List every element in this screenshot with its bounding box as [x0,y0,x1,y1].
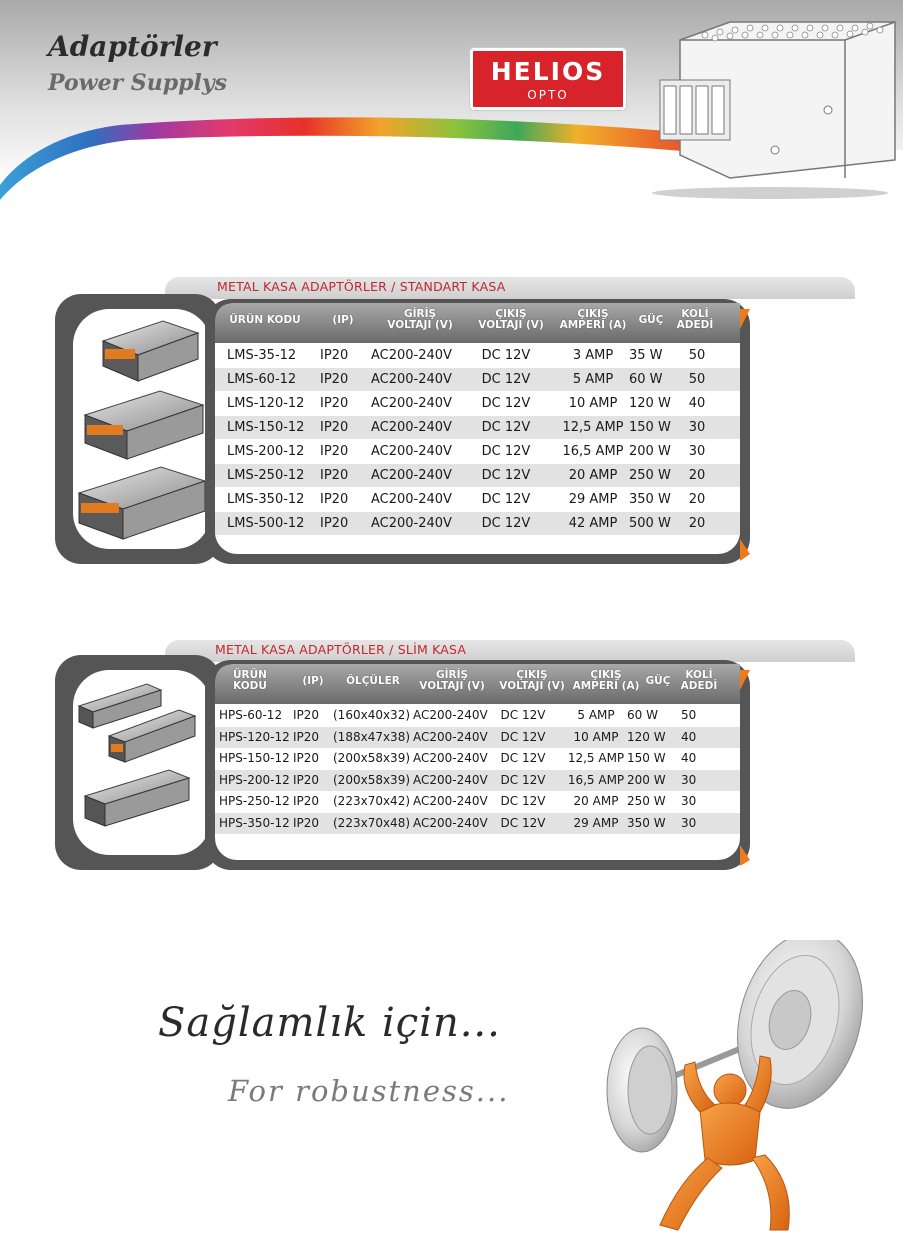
table-row [215,813,740,834]
table-cell: (200x58x39) [333,772,411,787]
table-cell: 40 [681,751,697,765]
table-cell: 20 [688,492,706,507]
standard-column-header [633,315,669,326]
slim-column-header-line: AMPERİ (A) [572,680,640,692]
table-cell: DC 12V [500,708,546,722]
table-cell: IP20 [293,708,320,722]
table-cell: AC200-240V [413,708,488,722]
table-row [215,440,740,463]
table-cell: DC 12V [500,729,546,744]
table-cell: AC200-240V [371,348,452,363]
slim-column-header [493,670,571,692]
table-row [215,368,740,391]
table-cell: DC 12V [481,348,531,363]
standard-title: METAL KASA ADAPTÖRLER / STANDART KASA [217,279,506,294]
slim-product-image [73,670,211,855]
table-cell: 29 AMP [573,815,619,830]
standard-column-header-line: GİRİŞ [403,308,437,320]
standard-column-header-line: (IP) [332,314,354,326]
table-cell: 250 W [627,794,666,808]
table-cell: 20 [688,468,706,483]
table-cell: LMS-350-12 [227,492,305,507]
slim-column-header [411,670,493,692]
table-cell: 30 [681,772,697,787]
orange-accent [740,299,770,564]
slim-column-header [675,670,723,692]
table-cell: DC 12V [500,751,546,765]
table-cell: IP20 [320,348,349,363]
table-cell: 500 W [629,516,671,531]
table-cell: 50 [688,372,706,387]
slim-column-header-line: ADEDİ [680,680,718,692]
table-cell: IP20 [293,772,320,787]
slim-column-header [343,676,403,687]
table-cell: DC 12V [481,444,531,459]
table-cell: AC200-240V [413,751,488,765]
table-cell: HPS-250-12 [219,794,290,808]
table-cell: 50 [688,348,706,363]
standard-column-header-line: ÇIKIŞ [577,308,609,320]
table-cell: 250 W [629,468,671,483]
slim-table-header [215,664,740,704]
standard-column-header-line: VOLTAJI (V) [387,319,453,331]
power-supply-drawing [650,0,903,200]
table-cell: LMS-60-12 [227,372,297,387]
standard-column-header [670,309,720,331]
table-cell: 200 W [627,772,666,787]
table-row [215,770,740,791]
table-cell: AC200-240V [413,794,488,808]
table-row [215,488,740,511]
standard-product-image [73,309,211,549]
table-cell: 12,5 AMP [562,420,624,435]
table-cell: 30 [681,794,697,808]
slim-column-header [640,676,676,687]
table-cell: DC 12V [481,420,531,435]
table-cell: 120 W [627,729,666,744]
slim-column-header-line: VOLTAJI (V) [419,680,485,692]
slim-column-header-line: GÜÇ [645,675,671,687]
page-subtitle: Power Supplys [48,70,227,96]
table-cell: HPS-350-12 [219,815,290,830]
table-cell: AC200-240V [371,468,452,483]
slim-column-header-line: KOLİ [685,669,713,681]
slim-table-frame [205,660,750,870]
table-cell: DC 12V [481,468,531,483]
table-cell: DC 12V [481,492,531,507]
table-cell: DC 12V [500,772,546,787]
table-cell: DC 12V [500,815,546,830]
table-cell: 29 AMP [568,492,618,507]
table-cell: 20 AMP [573,794,619,808]
slim-column-header-line: ÜRÜN [233,669,267,681]
standard-column-header-line: GÜÇ [638,314,664,326]
table-cell: (223x70x48) [333,815,411,830]
table-cell: AC200-240V [371,516,452,531]
table-cell: 350 W [629,492,671,507]
table-cell: AC200-240V [371,372,452,387]
slim-column-header-line: ÇIKIŞ [590,669,622,681]
table-cell: HPS-120-12 [219,729,290,744]
logo-subtext: OPTO [527,88,569,102]
slim-column-header-line: (IP) [302,675,324,687]
table-cell: 20 AMP [568,468,618,483]
standard-table-header [215,303,740,343]
table-cell: 3 AMP [572,348,614,363]
table-cell: LMS-35-12 [227,348,297,363]
table-cell: 30 [688,444,706,459]
standard-column-header-line: ÇIKIŞ [495,308,527,320]
table-cell: 40 [681,729,697,744]
table-cell: AC200-240V [371,444,452,459]
helios-logo [470,48,626,110]
table-row [215,727,740,748]
table-row [215,748,740,769]
table-cell: 150 W [629,420,671,435]
slim-case-panel [55,640,755,875]
standard-column-header [553,309,633,331]
table-cell: DC 12V [481,516,531,531]
table-row [215,344,740,367]
standard-product-image-frame [55,294,221,564]
slim-column-header-line: ÖLÇÜLER [346,675,400,687]
standard-column-header-line: VOLTAJI (V) [478,319,544,331]
standard-case-panel [55,277,755,572]
standard-table-body [215,343,740,554]
slim-column-header-line: VOLTAJI (V) [499,680,565,692]
table-cell: 10 AMP [568,396,618,411]
slim-column-header-line: GİRİŞ [435,669,469,681]
table-cell: 10 AMP [573,729,619,744]
table-cell: 60 W [627,708,658,722]
orange-accent [740,660,770,870]
page-title: Adaptörler [48,30,217,63]
table-cell: IP20 [293,794,320,808]
page-header [0,0,903,200]
table-cell: 5 AMP [577,708,615,722]
standard-column-header-line: ADEDİ [676,319,714,331]
slim-column-header [567,670,645,692]
weightlifter-illustration [600,940,880,1240]
table-row [215,392,740,415]
table-cell: IP20 [293,815,320,830]
table-cell: LMS-500-12 [227,516,305,531]
table-cell: (188x47x38) [333,729,411,744]
table-cell: HPS-150-12 [219,751,290,765]
table-cell: IP20 [293,729,320,744]
table-cell: 120 W [629,396,671,411]
standard-column-header-line: ÜRÜN KODU [229,314,301,326]
table-cell: DC 12V [500,794,546,808]
table-cell: 16,5 AMP [562,444,624,459]
table-cell: 200 W [629,444,671,459]
slim-table-body [215,704,740,860]
table-cell: 42 AMP [568,516,618,531]
table-cell: AC200-240V [413,815,488,830]
table-cell: 50 [681,708,697,722]
table-cell: HPS-60-12 [219,708,283,722]
slim-psu-photos [73,670,211,855]
table-cell: IP20 [293,751,320,765]
slim-column-header [293,676,333,687]
standard-column-header [225,315,305,326]
table-cell: IP20 [320,420,349,435]
table-cell: 20 [688,516,706,531]
logo-text: HELIOS [490,57,606,86]
slim-column-header-line: ÇIKIŞ [516,669,548,681]
slim-column-header-line: KODU [233,680,267,692]
table-cell: AC200-240V [371,396,452,411]
slim-title: METAL KASA ADAPTÖRLER / SLİM KASA [215,642,467,657]
table-row [215,512,740,535]
table-row [215,416,740,439]
table-cell: 150 W [627,751,666,765]
table-cell: 30 [681,815,697,830]
table-cell: IP20 [320,372,349,387]
table-cell: 30 [688,420,706,435]
standard-column-header [323,315,363,326]
slogan-turkish: Sağlamlık için... [158,1000,501,1046]
table-row [215,705,740,726]
table-cell: DC 12V [481,372,531,387]
table-cell: 16,5 AMP [567,772,625,787]
table-cell: LMS-120-12 [227,396,305,411]
table-cell: AC200-240V [413,729,488,744]
table-cell: IP20 [320,396,349,411]
table-cell: 35 W [629,348,663,363]
table-cell: AC200-240V [413,772,488,787]
standard-psu-photos [73,309,211,549]
table-row [215,791,740,812]
table-cell: IP20 [320,468,349,483]
standard-column-header [375,309,465,331]
slim-product-image-frame [55,655,221,870]
standard-column-header-line: AMPERİ (A) [559,319,627,331]
table-row [215,464,740,487]
standard-table-frame [205,299,750,564]
table-cell: (200x58x39) [333,751,411,765]
table-cell: 12,5 AMP [567,751,625,765]
table-cell: 350 W [627,815,666,830]
table-cell: LMS-200-12 [227,444,305,459]
table-cell: LMS-250-12 [227,468,305,483]
table-cell: 40 [688,396,706,411]
table-cell: IP20 [320,444,349,459]
table-cell: AC200-240V [371,492,452,507]
table-cell: (160x40x32) [333,708,411,722]
table-cell: DC 12V [481,396,531,411]
table-cell: IP20 [320,516,349,531]
standard-column-header [470,309,552,331]
slogan-english: For robustness... [228,1074,510,1108]
standard-column-header-line: KOLİ [681,308,709,320]
table-cell: LMS-150-12 [227,420,305,435]
table-cell: HPS-200-12 [219,772,290,787]
table-cell: 60 W [629,372,663,387]
slim-column-header [225,670,275,692]
table-cell: (223x70x42) [333,794,411,808]
table-cell: 5 AMP [572,372,614,387]
table-cell: IP20 [320,492,349,507]
table-cell: AC200-240V [371,420,452,435]
